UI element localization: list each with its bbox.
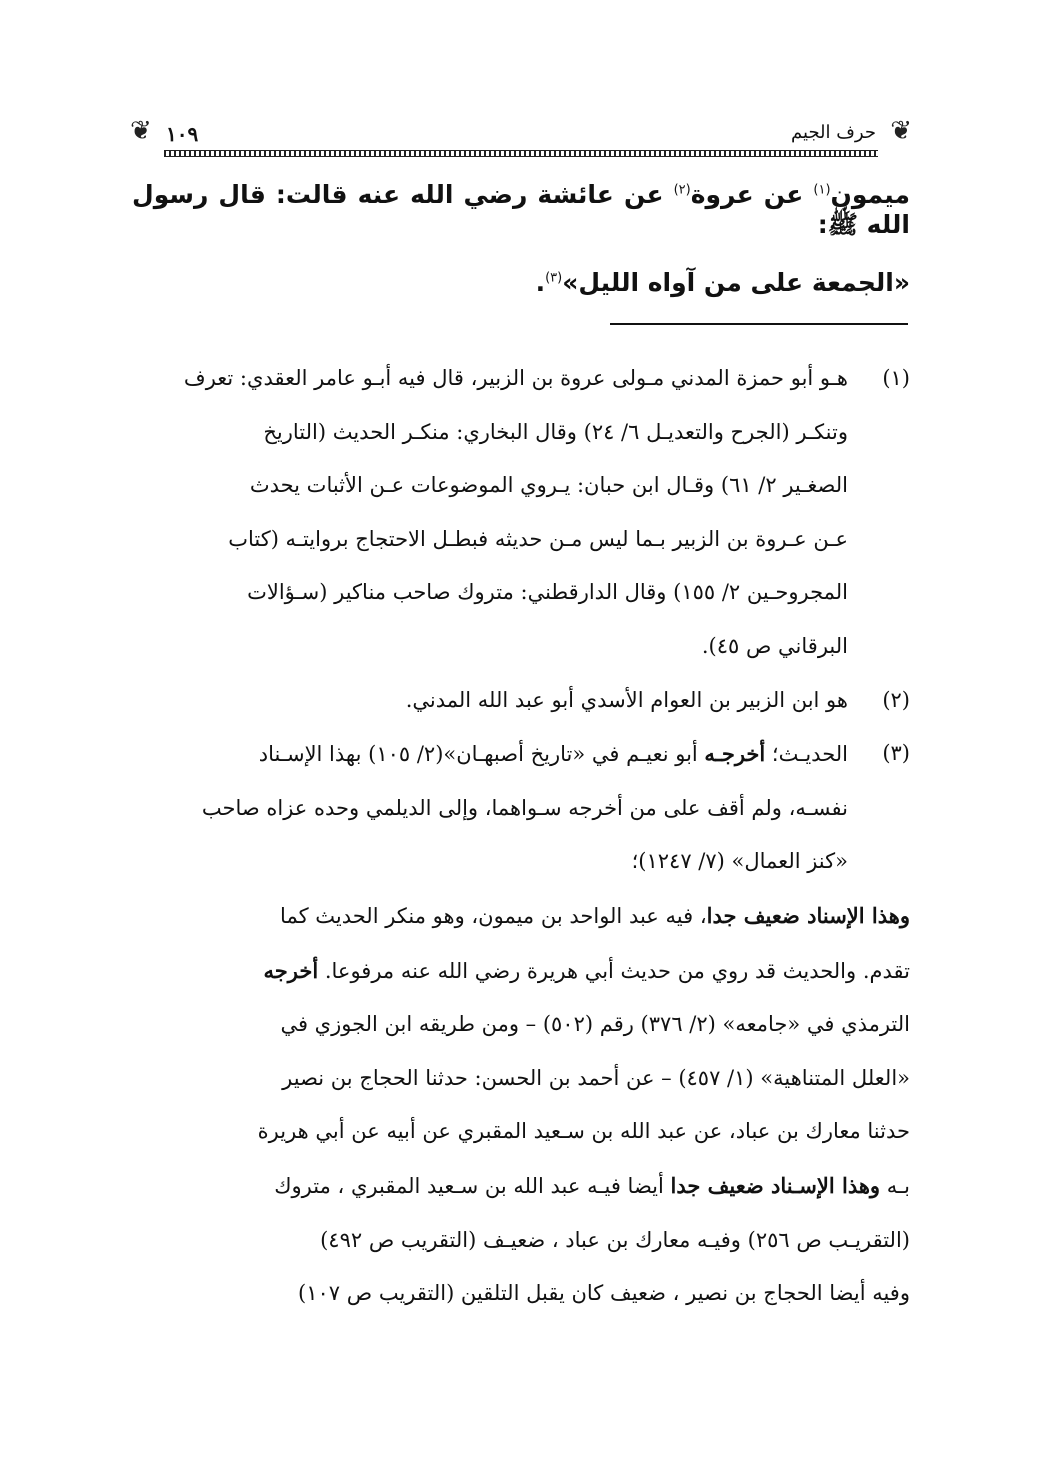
footnote-ref-1[interactable]: (١)	[813, 182, 831, 198]
footnote-line	[132, 727, 848, 782]
footnote-separator	[610, 323, 908, 325]
main-text-line-1	[132, 180, 910, 246]
main-text-part: ميمون	[830, 180, 910, 209]
footnote-1	[132, 352, 910, 674]
bold-run: وهذا الإسناد ضعيف جدا	[706, 902, 910, 928]
hadith-end: .	[535, 268, 546, 297]
footnote-text	[132, 352, 848, 674]
running-header	[130, 114, 912, 154]
footnote-line: وتنكـر (الجرح والتعديـل ٦/ ٢٤) وقال البخاري: منكـر الحديث (التاريخ	[263, 419, 848, 444]
chapter-title: حرف الجيم	[791, 122, 876, 143]
hadith-quote: «الجمعة على من آواه الليل»	[562, 268, 910, 297]
text-run: الحديـث؛	[765, 742, 848, 767]
footnote-text	[132, 674, 848, 728]
footnote-line: المجروحـين ٢/ ١٥٥) وقال الدارقطني: متروك صاحب مناكير (سـؤالات	[247, 580, 848, 605]
footnote-line: البرقاني ص ٤٥).	[701, 633, 848, 658]
continuation-line	[132, 889, 910, 944]
continuation-line: (التقريـب ص ٢٥٦) وفيـه معارك بن عباد ، ضعيـف (التقريب ص ٤٩٢)	[320, 1227, 910, 1252]
footnotes	[132, 352, 910, 1321]
continuation-line: «العلل المتناهية» (١/ ٤٥٧) – عن أحمد بن الحسن: حدثنا الحجاج بن نصير	[282, 1065, 910, 1090]
main-text-part: عن عروة	[690, 180, 814, 209]
footnote-2	[132, 674, 910, 728]
footnote-ref-3[interactable]: (٣)	[545, 270, 563, 286]
footnote-line: الصغـير ٢/ ٦١) وقـال ابن حبان: يـروي الموضوعات عـن الأثبات يحدث	[249, 473, 848, 498]
footnote-number: (١)	[882, 366, 910, 390]
left-ornament-icon: ❦	[130, 116, 152, 146]
continuation-line: حدثنا معارك بن عباد، عن عبد الله بن سـعيد المقبري عن أبيه عن أبي هريرة	[257, 1119, 910, 1144]
footnote-ref-2[interactable]: (٢)	[673, 182, 691, 198]
footnote-line: عـن عـروة بن الزبير بـما ليس مـن حديثه فبطـل الاحتجاج بروايتـه (كتاب	[228, 526, 848, 551]
continuation-line: الترمذي في «جامعه» (٢/ ٣٧٦) رقم (٥٠٢) – ومن طريقه ابن الجوزي في	[280, 1012, 910, 1037]
footnote-3	[132, 727, 910, 889]
bold-run: أخرجه	[263, 957, 319, 983]
footnote-number: (٢)	[882, 687, 910, 712]
hadith-text	[132, 268, 910, 297]
continuation-line	[132, 944, 910, 999]
text-run: بـه	[880, 1173, 910, 1198]
text-run: ، فيه عبد الواحد بن ميمون، وهو منكر الحديث كما	[280, 903, 707, 928]
text-run: أيضا فيـه عبد الله بن سـعيد المقبري ، متروك	[274, 1173, 671, 1198]
text-run: تقدم. والحديث قد روي من حديث أبي هريرة رضي الله عنه مرفوعا.	[318, 958, 910, 983]
footnote-line: هو ابن الزبير بن العوام الأسدي أبو عبد الله المدني.	[405, 687, 848, 712]
footnote-number: (٣)	[882, 741, 910, 766]
footnote-continuation	[132, 889, 910, 1321]
bold-run: وهذا الإسـناد ضعيف جدا	[670, 1172, 881, 1198]
continuation-line	[132, 1159, 910, 1214]
footnote-line: «كنز العمال» (٧/ ١٢٤٧)؛	[631, 849, 848, 874]
footnote-text	[132, 727, 848, 889]
page-number: ١٠٩	[166, 122, 199, 146]
right-ornament-icon: ❦	[890, 116, 912, 146]
text-run: أبو نعيـم في «تاريخ أصبهـان»(٢/ ١٠٥) بهذا الإسـناد	[258, 742, 705, 767]
footnote-line: نفسـه، ولم أقف على من أخرجه سـواهما، وإلى الديلمي وحده عزاه صاحب	[201, 795, 848, 820]
continuation-line: وفيه أيضا الحجاج بن نصير ، ضعيف كان يقبل التلقين (التقريب ص ١٠٧)	[298, 1281, 910, 1306]
bold-run: أخرجـه	[704, 741, 766, 767]
main-text-part: عن عائشة رضي الله عنه قالت: قال رسول الله ﷺ:	[132, 180, 910, 239]
header-rule	[164, 150, 878, 157]
footnote-line: هـو أبو حمزة المدني مـولى عروة بن الزبير، قال فيه أبـو عامر العقدي: تعرف	[183, 366, 848, 390]
